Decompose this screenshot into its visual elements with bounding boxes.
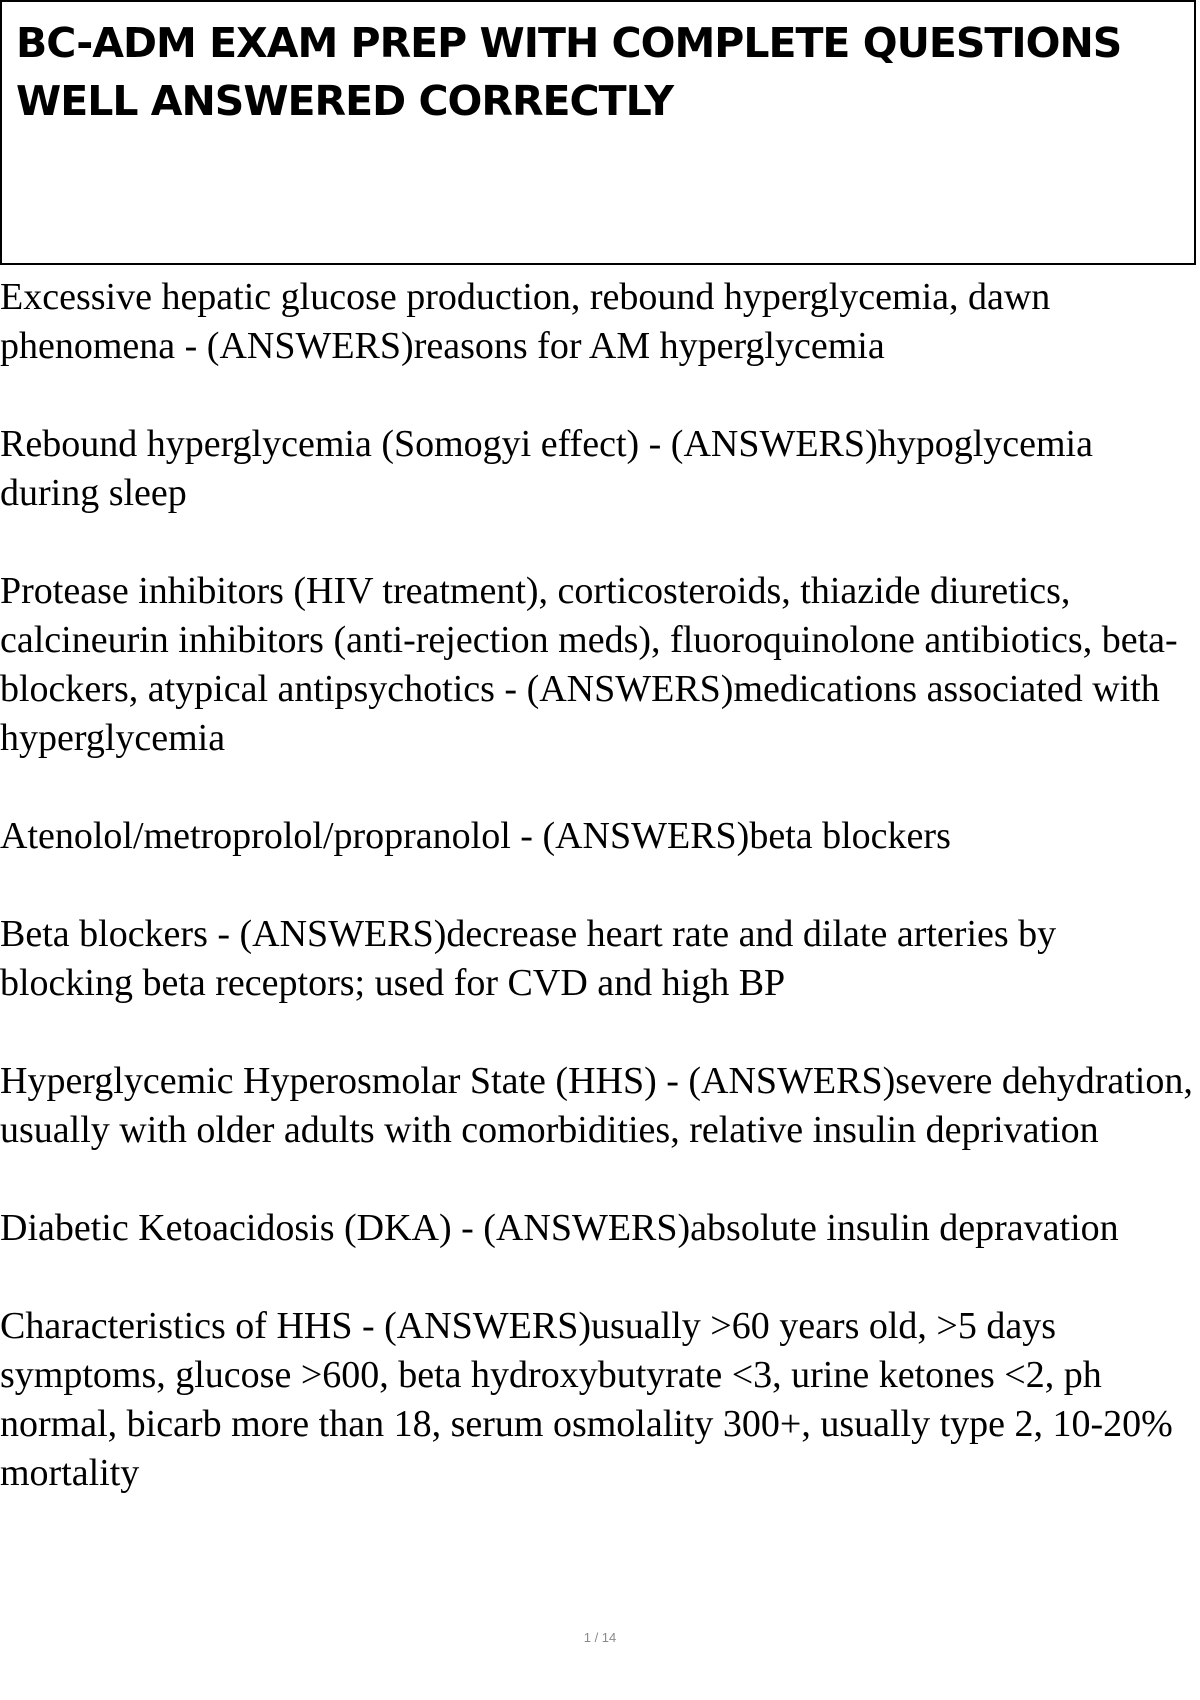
document-body [0,273,1198,1547]
qa-entry: Hyperglycemic Hyperosmolar State (HHS) - (ANSWERS)severe dehydration, usually with older adults with comorbidities, relative insulin deprivation [0,1060,1193,1151]
qa-entry: Atenolol/metroprolol/propranolol - (ANSWERS)beta blockers [0,815,951,857]
document-title: BC-ADM EXAM PREP WITH COMPLETE QUESTIONS WELL ANSWERED CORRECTLY [16,19,1122,125]
qa-entry: Rebound hyperglycemia (Somogyi effect) - (ANSWERS)hypoglycemia during sleep [0,423,1093,514]
qa-entry: Beta blockers - (ANSWERS)decrease heart rate and dilate arteries by blocking beta receptors; used for CVD and high BP [0,913,1057,1004]
qa-entry: Diabetic Ketoacidosis (DKA) - (ANSWERS)absolute insulin depravation [0,1207,1119,1249]
qa-entry: Characteristics of HHS - (ANSWERS)usually >60 years old, >5 days symptoms, glucose >600, beta hydroxybutyrate <3, urine ketones <2, ph normal, bicarb more than 18, serum osmolality 300+, usually type 2, 10-20% mortality [0,1305,1173,1494]
qa-entry: Excessive hepatic glucose production, rebound hyperglycemia, dawn phenomena - (ANSWERS)reasons for AM hyperglycemia [0,276,1051,367]
page-indicator: 1 / 14 [583,1630,617,1645]
qa-entry: Protease inhibitors (HIV treatment), corticosteroids, thiazide diuretics, calcineurin inhibitors (anti-rejection meds), fluoroquinolone antibiotics, beta-blockers, atypical antipsychotics - (ANSWERS)medications associated with hyperglycemia [0,570,1178,759]
title-box [0,0,1196,265]
